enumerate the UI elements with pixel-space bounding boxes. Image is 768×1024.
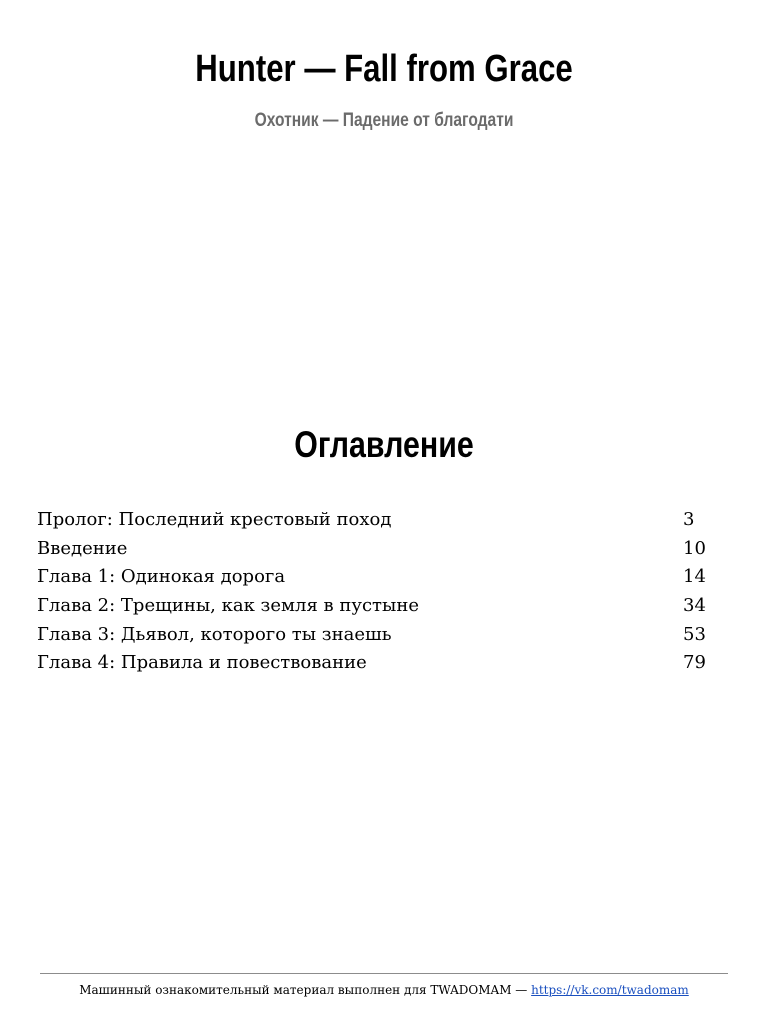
footer	[0, 983, 768, 997]
toc-entry-page: 14	[683, 566, 706, 588]
toc-heading: Оглавление	[294, 424, 474, 465]
footer-divider	[40, 973, 728, 974]
toc-entry-label: Глава 1: Одинокая дорога	[37, 566, 286, 588]
toc-entry-label: Глава 4: Правила и повествование	[37, 652, 367, 674]
toc-entry[interactable]	[37, 535, 713, 564]
footer-text: Машинный ознакомительный материал выполнен для TWADOMAM —	[79, 983, 532, 997]
toc-entry-page: 79	[683, 652, 706, 674]
toc-entry[interactable]	[37, 506, 713, 535]
toc-entry-page: 53	[683, 623, 706, 645]
toc-entry[interactable]	[37, 563, 713, 592]
toc-entry-label: Пролог: Последний крестовый поход	[37, 509, 392, 530]
toc-entry-label: Введение	[37, 537, 128, 559]
toc-entry-page: 3	[683, 509, 695, 530]
table-of-contents	[37, 506, 713, 678]
toc-entry-page: 34	[683, 595, 706, 617]
toc-entry[interactable]	[37, 649, 713, 678]
toc-entry-page: 10	[683, 537, 706, 559]
toc-entry[interactable]	[37, 592, 713, 621]
toc-entry-label: Глава 2: Трещины, как земля в пустыне	[37, 595, 419, 617]
toc-entry-label: Глава 3: Дьявол, которого ты знаешь	[37, 623, 392, 645]
footer-link[interactable]: https://vk.com/twadomam	[531, 983, 689, 997]
document-title: Hunter — Fall from Grace	[195, 48, 573, 90]
toc-entry[interactable]	[37, 621, 713, 650]
document-subtitle: Охотник — Падение от благодати	[254, 110, 514, 131]
